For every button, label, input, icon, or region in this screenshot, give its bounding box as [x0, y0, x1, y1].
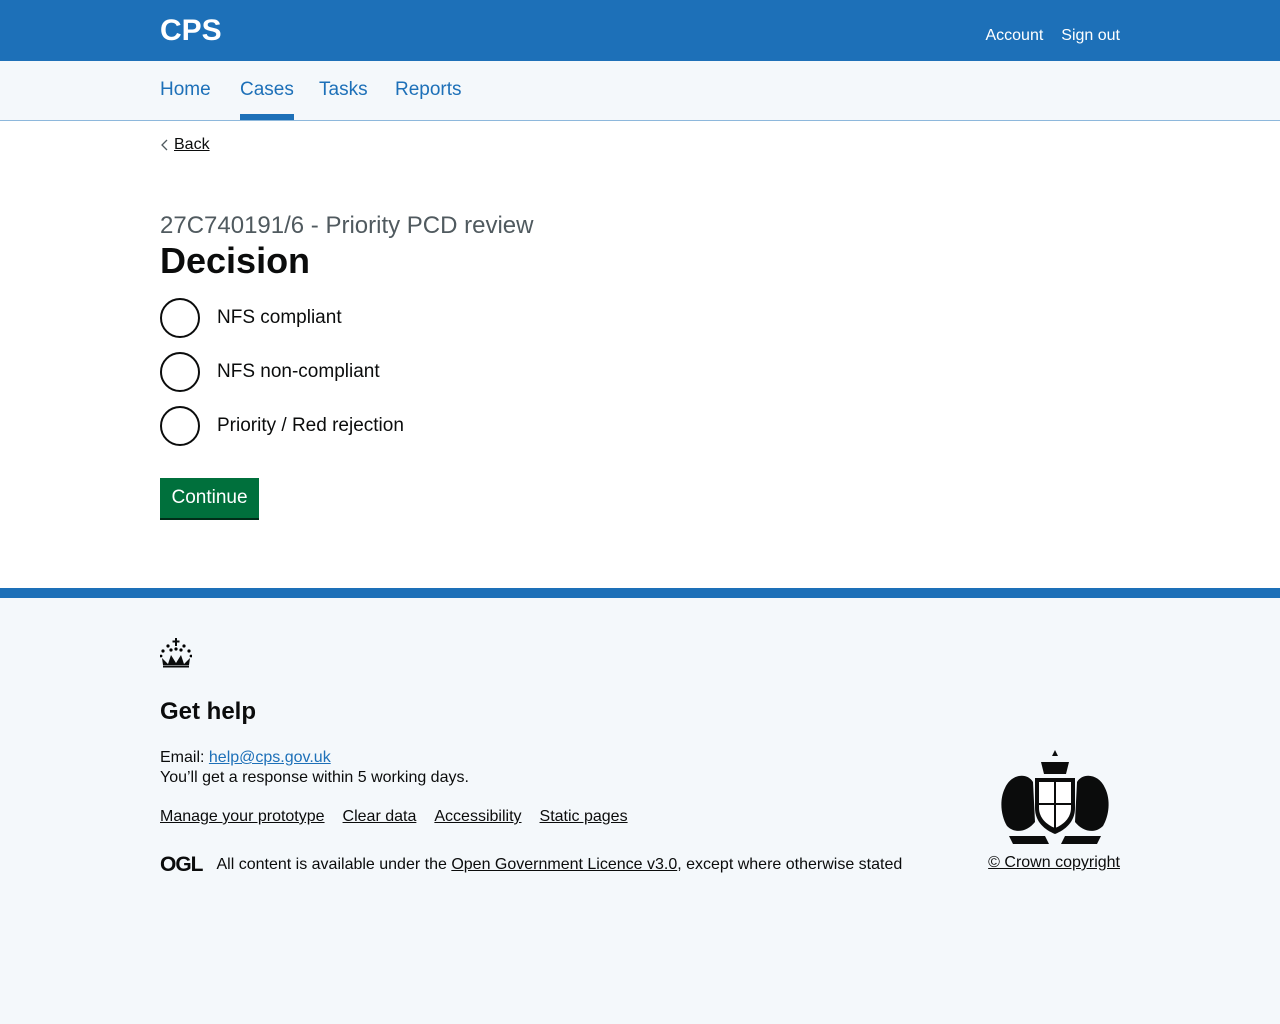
email-link[interactable]: help@cps.gov.uk	[208, 749, 331, 766]
account-link[interactable]: Account	[985, 27, 1044, 44]
radio-label: NFS compliant	[217, 307, 342, 328]
sign-out-link[interactable]: Sign out	[1061, 27, 1120, 44]
header	[0, 0, 1280, 61]
chevron-left-icon	[160, 139, 168, 151]
radio-label: NFS non-compliant	[217, 361, 380, 382]
crown-copyright-link[interactable]: © Crown copyright	[988, 854, 1120, 871]
radio-nfs-non-compliant[interactable]	[160, 352, 380, 392]
crown-icon	[160, 638, 192, 668]
nav-tasks[interactable]: Tasks	[319, 79, 368, 100]
get-help-heading: Get help	[160, 698, 257, 725]
email-label: Email:	[160, 749, 205, 766]
nav-reports[interactable]: Reports	[395, 79, 462, 100]
footer-link-clear-data[interactable]: Clear data	[342, 808, 417, 825]
radio-circle[interactable]	[160, 352, 200, 392]
back-label: Back	[174, 136, 210, 153]
nav-home[interactable]: Home	[160, 79, 211, 100]
radio-label: Priority / Red rejection	[217, 415, 404, 436]
response-text: You’ll get a response within 5 working days.	[160, 769, 469, 786]
radio-circle[interactable]	[160, 406, 200, 446]
service-logo[interactable]: CPS	[160, 14, 222, 47]
footer-link-static-pages[interactable]: Static pages	[539, 808, 628, 825]
footer-link-accessibility[interactable]: Accessibility	[434, 808, 522, 825]
page-title: Decision	[160, 240, 311, 281]
continue-button[interactable]: Continue	[160, 478, 259, 518]
ogl-logo: OGL	[160, 853, 203, 876]
radio-circle[interactable]	[160, 298, 200, 338]
licence-text: All content is available under the	[216, 856, 447, 873]
royal-coat-of-arms-icon	[995, 748, 1115, 852]
primary-navigation	[0, 61, 1280, 121]
back-link[interactable]	[160, 136, 210, 154]
page-caption: 27C740191/6 - Priority PCD review	[160, 212, 534, 239]
licence-text-end: , except where otherwise stated	[677, 856, 903, 873]
footer-link-manage-prototype[interactable]: Manage your prototype	[160, 808, 325, 825]
nav-cases[interactable]: Cases	[240, 79, 294, 120]
footer	[0, 588, 1280, 1024]
radio-priority-red-rejection[interactable]	[160, 406, 404, 446]
licence-link[interactable]: Open Government Licence v3.0	[451, 856, 678, 873]
radio-nfs-compliant[interactable]	[160, 298, 342, 338]
